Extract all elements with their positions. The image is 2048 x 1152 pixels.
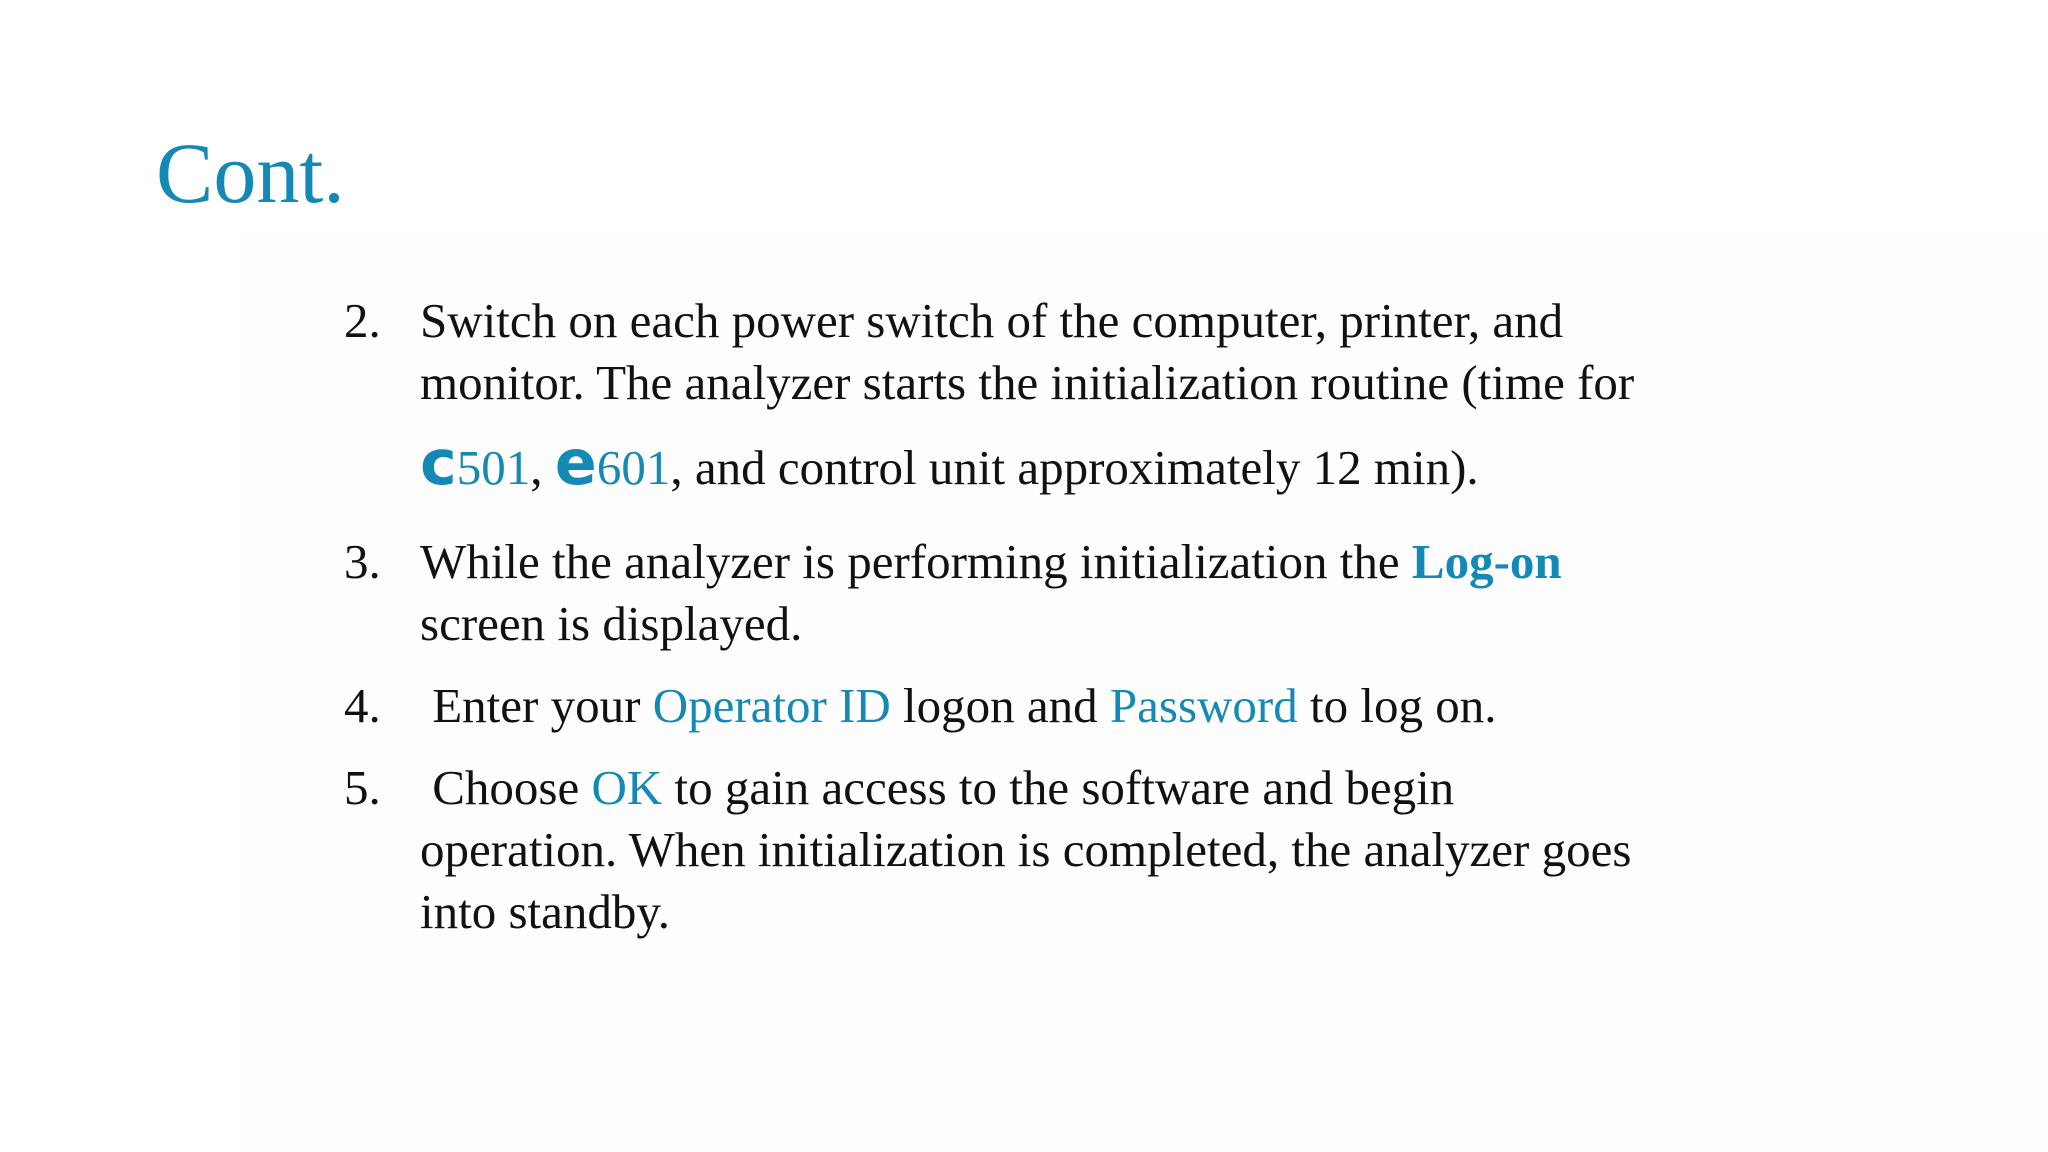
step-4-text-1: Enter your — [420, 678, 653, 733]
step-3-line-2: screen is displayed. — [420, 596, 803, 651]
model-c-number: 501 — [456, 440, 531, 495]
model-c-letter: c — [420, 426, 457, 499]
model-e-number: 601 — [596, 440, 671, 495]
step-5-line-3: into standby. — [420, 884, 670, 939]
step-number: 2. — [344, 293, 381, 348]
step-number: 5. — [344, 760, 381, 815]
operator-id-highlight: Operator ID — [652, 678, 891, 733]
ok-highlight: OK — [591, 760, 663, 815]
model-e-letter: e — [554, 426, 597, 499]
model-separator: , — [530, 440, 555, 495]
step-number: 4. — [344, 678, 381, 733]
step-number: 3. — [344, 534, 381, 589]
step-5-text-2: to gain access to the software and begin — [662, 760, 1455, 815]
log-on-highlight: Log-on — [1411, 534, 1562, 589]
step-2-line-1: Switch on each power switch of the computer, printer, and — [420, 293, 1564, 348]
password-highlight: Password — [1109, 678, 1298, 733]
step-2-line-3-rest: , and control unit approximately 12 min). — [670, 440, 1479, 495]
step-3 — [340, 531, 1740, 655]
step-5 — [340, 757, 1740, 943]
slide-title: Cont. — [156, 125, 345, 221]
step-2 — [340, 290, 1740, 517]
step-4 — [340, 675, 1740, 737]
steps-list — [340, 290, 1740, 943]
step-5-text-1: Choose — [420, 760, 592, 815]
step-5-line-2: operation. When initialization is completed, the analyzer goes — [420, 822, 1632, 877]
step-3-text: While the analyzer is performing initialization the — [420, 534, 1412, 589]
step-2-line-3 — [420, 414, 1740, 517]
step-2-line-2: monitor. The analyzer starts the initialization routine (time for — [420, 355, 1635, 410]
step-4-text-2: logon and — [890, 678, 1110, 733]
step-4-text-3: to log on. — [1297, 678, 1497, 733]
